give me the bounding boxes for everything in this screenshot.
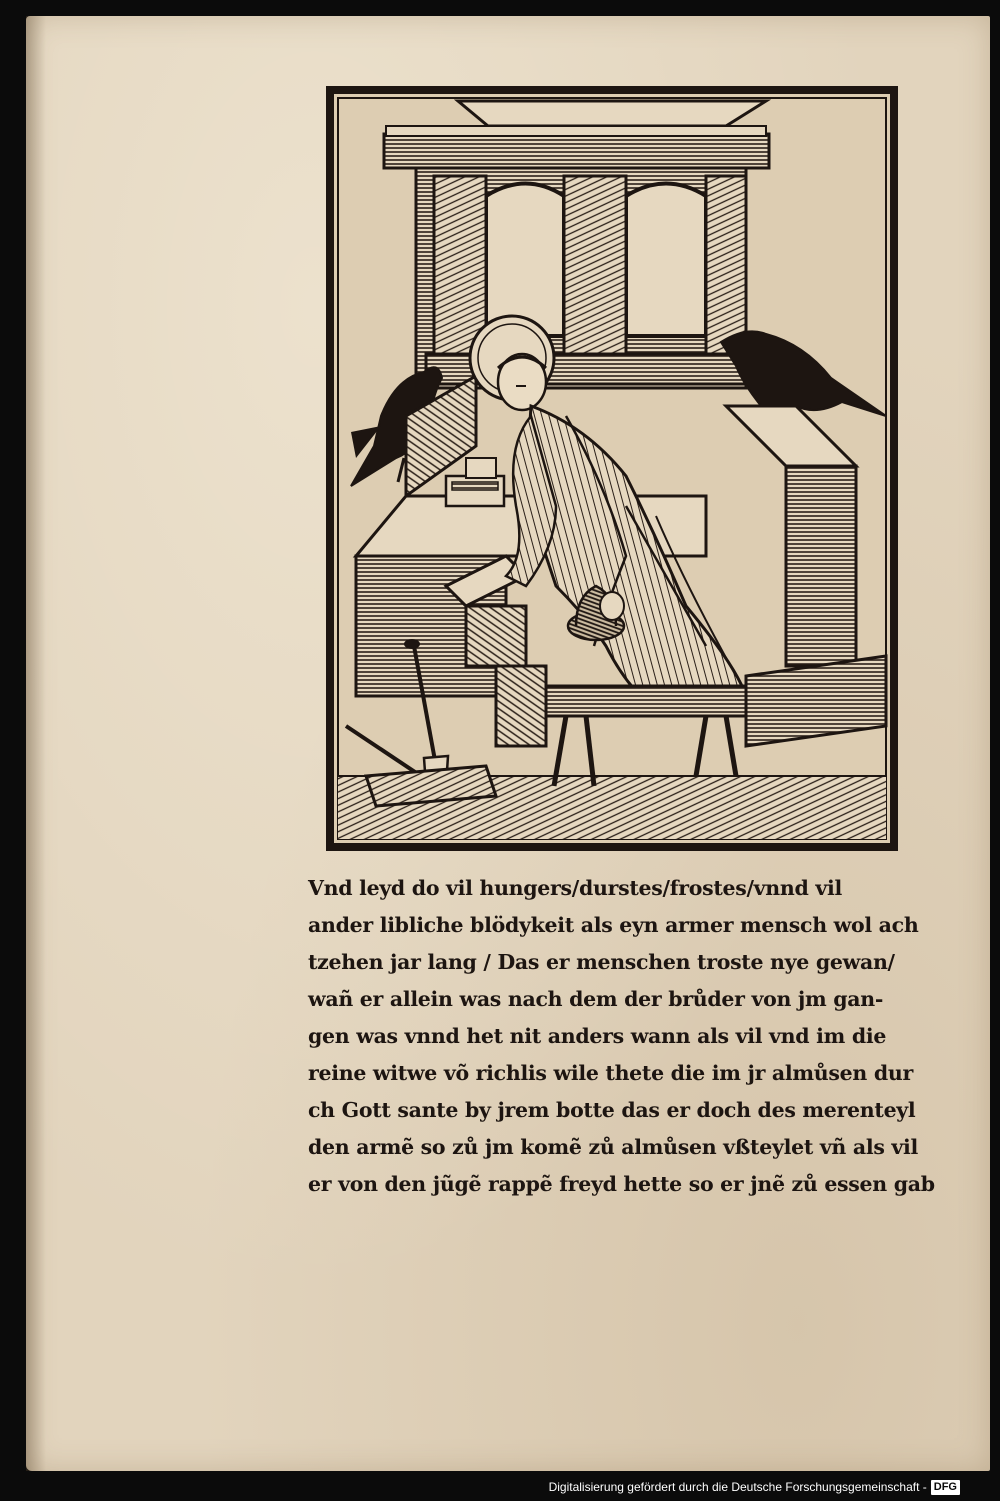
- text-line: er von den jũgẽ rappẽ freyd hette so er jnẽ zů essen gab: [308, 1172, 935, 1196]
- text-line: gen was vnnd het nit anders wann als vil vnd im die: [308, 1024, 887, 1048]
- page-body-text: [308, 870, 948, 1203]
- text-line: reine witwe võ richlis wile thete die im jr almůsen dur: [308, 1061, 913, 1085]
- text-line: den armẽ so zů jm komẽ zů almůsen vßteylet vñ als vil: [308, 1135, 919, 1159]
- text-line: tzehen jar lang / Das er menschen troste nye gewan/: [308, 950, 895, 974]
- page-gutter-shadow: [26, 16, 46, 1471]
- dfg-logo-icon: DFG: [931, 1480, 960, 1495]
- text-line: ch Gott sante by jrem botte das er doch des merenteyl: [308, 1098, 916, 1122]
- text-line: Vnd leyd do vil hungers/durstes/frostes/vnnd vil: [308, 876, 842, 900]
- funding-credit: Digitalisierung gefördert durch die Deutsche Forschungsgemeinschaft -: [548, 1480, 927, 1494]
- text-line: wañ er allein was nach dem der brůder von jm gan-: [308, 987, 884, 1011]
- text-line: ander libliche blödykeit als eyn armer mensch wol ach: [308, 913, 919, 937]
- woodcut-illustration: [326, 86, 898, 851]
- digitization-footer: [549, 1477, 960, 1497]
